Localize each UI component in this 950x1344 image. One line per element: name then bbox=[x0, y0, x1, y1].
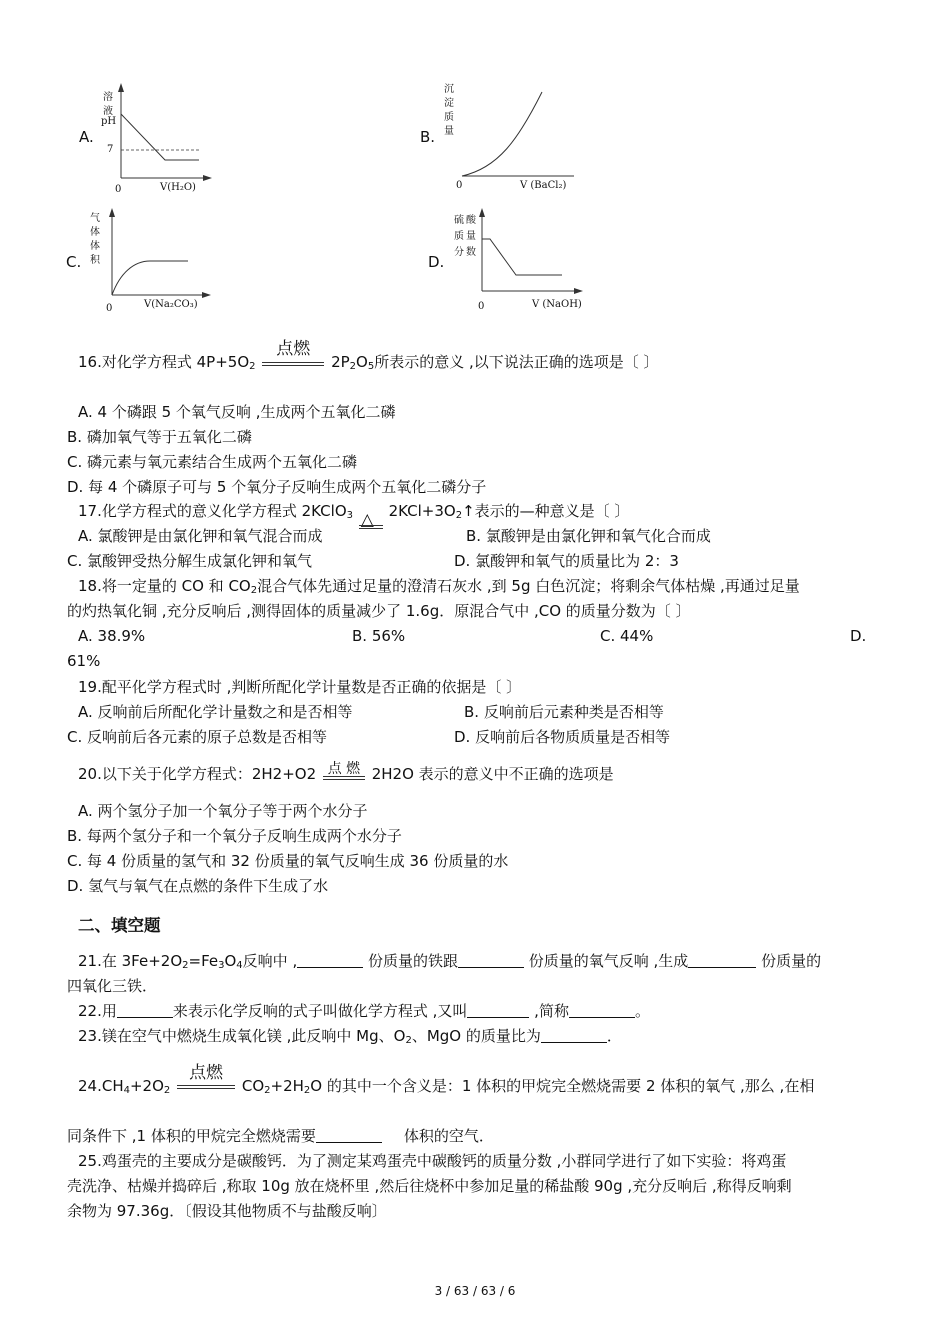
q21-text-d: 份质量的铁跟 bbox=[363, 952, 458, 970]
q21-text-f: 份质量的 bbox=[756, 952, 822, 970]
chart-c-ylabel-1: 气 bbox=[90, 213, 100, 224]
q24-sub-c: 2 bbox=[264, 1085, 271, 1096]
question-21 bbox=[78, 951, 821, 971]
chart-d-ylabel-4: 量 bbox=[466, 231, 476, 242]
chart-b-curve bbox=[462, 92, 542, 176]
q16-text-o: O bbox=[356, 353, 368, 371]
q24-text-c: CO bbox=[241, 1077, 265, 1095]
q19-option-d: D. 反响前后各物质质量是否相等 bbox=[454, 728, 671, 746]
chart-b-ylabel-3: 质 bbox=[444, 112, 454, 123]
chart-d-letter: D. bbox=[428, 253, 445, 271]
chart-a bbox=[75, 80, 215, 200]
q21-sub-c: 4 bbox=[236, 960, 243, 971]
chart-c-curve bbox=[112, 261, 188, 295]
q24-text-b: +2O bbox=[129, 1077, 164, 1095]
question-18-line-1 bbox=[78, 576, 800, 596]
q17-option-c: C. 氯酸钾受热分解生成氯化钾和氧气 bbox=[67, 552, 313, 570]
question-22 bbox=[78, 1001, 650, 1021]
q16-option-a: A. 4 个磷跟 5 个氧气反响 ,生成两个五氧化二磷 bbox=[78, 403, 396, 421]
chart-d-ylabel-1: 硫 bbox=[454, 215, 464, 226]
chart-a-ylabel-2: 液 bbox=[103, 106, 113, 117]
q24-text-a: 24.CH bbox=[78, 1077, 124, 1095]
chart-a-yarrow bbox=[118, 83, 124, 92]
chart-c-origin: 0 bbox=[106, 303, 113, 314]
chart-c-ylabel-4: 积 bbox=[90, 255, 100, 266]
q16-text-b: 2P bbox=[331, 353, 350, 371]
q16-cond-label: 点燃 bbox=[276, 339, 311, 359]
chart-d-yarrow bbox=[479, 208, 485, 217]
chart-d-plot bbox=[478, 205, 584, 301]
q22-blank-2[interactable] bbox=[467, 1003, 529, 1018]
q24-cond-label: 点燃 bbox=[189, 1063, 224, 1083]
q24-text-g: 体积的空气． bbox=[403, 1127, 494, 1145]
chart-d-curve bbox=[482, 239, 562, 275]
question-25-line-1: 25.鸡蛋壳的主要成分是碳酸钙．为了测定某鸡蛋壳中碳酸钙的质量分数 ,小群同学进行了如下实验：将鸡蛋 bbox=[78, 1152, 787, 1170]
q22-text-c: ,简称 bbox=[529, 1002, 569, 1020]
q18-option-b: B. 56% bbox=[352, 627, 406, 645]
q18-option-d: D. bbox=[850, 627, 867, 645]
q24-sub-b: 2 bbox=[163, 1085, 171, 1096]
q20-text-b: 2H2O 表示的意义中不正确的选项是 bbox=[371, 765, 614, 783]
chart-b bbox=[420, 80, 580, 200]
chart-d bbox=[428, 205, 588, 320]
q17-heat-icon: △ bbox=[360, 510, 374, 530]
q18-text-a: 18.将一定量的 CO 和 CO bbox=[78, 577, 251, 595]
q24-text-d: +2H bbox=[270, 1077, 304, 1095]
question-25-line-2: 壳洗净、枯燥并捣碎后 ,称取 10g 放在烧杯里 ,然后往烧杯中参加足量的稀盐酸 90g ,充分反响后 ,称得反响剩 bbox=[67, 1177, 792, 1195]
q22-text-b: 来表示化学反响的式子叫做化学方程式 ,又叫 bbox=[172, 1002, 468, 1020]
q21-blank-3[interactable] bbox=[688, 953, 756, 968]
q22-blank-3[interactable] bbox=[569, 1003, 635, 1018]
q21-sub: 2 bbox=[182, 960, 189, 971]
q22-text-a: 22.用 bbox=[78, 1002, 117, 1020]
page-number: 3 / 63 / 63 / 6 bbox=[434, 1284, 516, 1298]
q17-text-a: 17.化学方程式的意义化学方程式 2KClO bbox=[78, 502, 347, 520]
q16-option-c: C. 磷元素与氧元素结合生成两个五氧化二磷 bbox=[67, 453, 358, 471]
chart-a-origin: 0 bbox=[115, 184, 122, 195]
section-heading bbox=[78, 912, 161, 936]
q18-text-b: 混合气体先通过足量的澄清石灰水 ,到 5g 白色沉淀；将剩余气体枯燥 ,再通过足量 bbox=[257, 577, 800, 595]
q17-sub-b: 2 bbox=[455, 510, 463, 521]
q23-text-c: ． bbox=[606, 1027, 622, 1045]
chart-c-yarrow bbox=[109, 208, 115, 217]
q20-cond-label: 点 燃 bbox=[327, 761, 361, 777]
q18-option-c: C. 44% bbox=[600, 627, 654, 645]
chart-b-ylabel-2: 淀 bbox=[444, 98, 454, 109]
q22-text-d: 。 bbox=[634, 1002, 650, 1020]
question-20 bbox=[78, 761, 614, 784]
chart-c-plot bbox=[106, 205, 214, 301]
question-19: 19.配平化学方程式时 ,判断所配化学计量数是否正确的依据是〔 〕 bbox=[78, 678, 522, 696]
chart-b-ylabel-4: 量 bbox=[444, 126, 454, 137]
chart-b-origin: 0 bbox=[456, 180, 463, 191]
chart-a-letter: A. bbox=[79, 128, 94, 146]
q18-option-d-value: 61% bbox=[67, 652, 101, 670]
question-16 bbox=[78, 339, 659, 372]
q21-text-c: 反响中 , bbox=[242, 952, 298, 970]
q18-option-a: A. 38.9% bbox=[78, 627, 146, 645]
q20-option-c: C. 每 4 份质量的氢气和 32 份质量的氧气反响生成 36 份质量的水 bbox=[67, 852, 509, 870]
chart-c-ylabel-3: 体 bbox=[90, 241, 100, 252]
q23-text-b: 、MgO 的质量比为 bbox=[411, 1027, 541, 1045]
chart-a-xarrow bbox=[203, 175, 212, 181]
q17-cond-bar bbox=[359, 525, 383, 529]
chart-b-letter: B. bbox=[420, 128, 436, 146]
q17-option-d: D. 氯酸钾和氧气的质量比为 2：3 bbox=[454, 552, 679, 570]
section-title: 二、填空题 bbox=[78, 916, 161, 935]
chart-c bbox=[66, 205, 216, 320]
q21-blank-2[interactable] bbox=[458, 953, 524, 968]
q16-sub-b: 2 bbox=[349, 361, 357, 372]
q17-option-b: B. 氯酸钾是由氯化钾和氧气化合而成 bbox=[466, 527, 711, 545]
q19-option-c: C. 反响前后各元素的原子总数是否相等 bbox=[67, 728, 328, 746]
q21-blank-1[interactable] bbox=[297, 953, 363, 968]
q23-sub: 2 bbox=[405, 1035, 412, 1046]
chart-d-origin: 0 bbox=[478, 301, 485, 312]
q21-text-o: O bbox=[224, 952, 237, 970]
q20-cond-bar bbox=[323, 776, 365, 780]
question-24-line-2 bbox=[67, 1126, 494, 1146]
chart-c-letter: C. bbox=[66, 253, 82, 271]
chart-c-ylabel-2: 体 bbox=[90, 227, 100, 238]
q16-text-a: 16.对化学方程式 4P+5O bbox=[78, 353, 250, 371]
q21-text-e: 份质量的氧气反响 ,生成 bbox=[524, 952, 689, 970]
q24-text-f: 同条件下 ,1 体积的甲烷完全燃烧需要 bbox=[67, 1127, 316, 1145]
q16-option-b: B. 磷加氧气等于五氧化二磷 bbox=[67, 428, 252, 446]
q20-option-a: A. 两个氢分子加一个氧分子等于两个水分子 bbox=[78, 802, 368, 820]
q24-sub: 4 bbox=[123, 1085, 130, 1096]
q20-option-d: D. 氢气与氧气在点燃的条件下生成了水 bbox=[67, 877, 329, 895]
chart-b-plot bbox=[458, 80, 580, 180]
q17-text-c: ↑表示的—种意义是〔 〕 bbox=[462, 502, 630, 520]
chart-d-ylabel-5: 分 bbox=[454, 247, 464, 258]
chart-b-ylabel-1: 沉 bbox=[444, 84, 454, 95]
q22-blank-1[interactable] bbox=[117, 1003, 173, 1018]
question-25-line-3: 余物为 97.36g．〔假设其他物质不与盐酸反响〕 bbox=[67, 1202, 387, 1220]
q16-sub-c: 5 bbox=[367, 361, 375, 372]
q23-blank-1[interactable] bbox=[541, 1028, 607, 1043]
chart-a-ylabel-1: 溶 bbox=[103, 92, 113, 103]
question-24 bbox=[78, 1063, 815, 1096]
q24-blank-1[interactable] bbox=[316, 1128, 382, 1143]
chart-c-xlabel: V(Na₂CO₃) bbox=[144, 299, 198, 310]
q18-sub: 2 bbox=[250, 585, 258, 596]
chart-d-xlabel: V (NaOH) bbox=[532, 299, 582, 310]
q21-text-a: 21.在 3Fe+2O bbox=[78, 952, 183, 970]
q23-text-a: 23.镁在空气中燃烧生成氧化镁 ,此反响中 Mg、O bbox=[78, 1027, 406, 1045]
chart-c-xarrow bbox=[202, 292, 211, 298]
chart-d-ylabel-3: 质 bbox=[454, 231, 464, 242]
q20-option-b: B. 每两个氢分子和一个氧分子反响生成两个水分子 bbox=[67, 827, 402, 845]
chart-d-ylabel-2: 酸 bbox=[466, 215, 476, 226]
q16-option-d: D. 每 4 个磷原子可与 5 个氧分子反响生成两个五氧化二磷分子 bbox=[67, 478, 487, 496]
q16-cond-bar bbox=[262, 362, 324, 366]
q17-text-b: 2KCl+3O bbox=[388, 502, 456, 520]
q17-sub: 3 bbox=[346, 510, 354, 521]
q24-cond-bar bbox=[177, 1085, 235, 1089]
q17-option-a: A. 氯酸钾是由氯化钾和氧气混合而成 bbox=[78, 527, 323, 545]
chart-d-xarrow bbox=[574, 288, 583, 294]
chart-a-ylabel-3: pH bbox=[101, 116, 117, 127]
q19-option-a: A. 反响前后所配化学计量数之和是否相等 bbox=[78, 703, 353, 721]
q24-sub-d: 2 bbox=[303, 1085, 311, 1096]
question-23 bbox=[78, 1026, 622, 1046]
q20-text-a: 20.以下关于化学方程式：2H2+O2 bbox=[78, 765, 317, 783]
q19-option-b: B. 反响前后元素种类是否相等 bbox=[464, 703, 664, 721]
q16-text-c: 所表示的意义 ,以下说法正确的选项是〔 〕 bbox=[374, 353, 659, 371]
chart-a-xlabel: V(H₂O) bbox=[160, 182, 196, 193]
chart-b-xlabel: V (BaCl₂) bbox=[520, 180, 567, 191]
q16-sub: 2 bbox=[249, 361, 256, 372]
chart-a-plot bbox=[115, 80, 215, 184]
chart-d-ylabel-6: 数 bbox=[466, 247, 476, 258]
q21-text-b: =Fe bbox=[188, 952, 219, 970]
question-21-line-2: 四氧化三铁． bbox=[67, 977, 158, 995]
chart-a-curve bbox=[121, 114, 199, 160]
chart-a-ref-label: 7 bbox=[107, 144, 114, 155]
question-17 bbox=[78, 501, 630, 530]
q24-text-e: O 的其中一个含义是：1 体积的甲烷完全燃烧需要 2 体积的氧气 ,那么 ,在相 bbox=[310, 1077, 815, 1095]
q21-sub-b: 3 bbox=[218, 960, 225, 971]
question-18-line-2: 的灼热氧化铜 ,充分反响后 ,测得固体的质量减少了 1.6g．原混合气中 ,CO 的质量分数为〔 〕 bbox=[67, 602, 691, 620]
